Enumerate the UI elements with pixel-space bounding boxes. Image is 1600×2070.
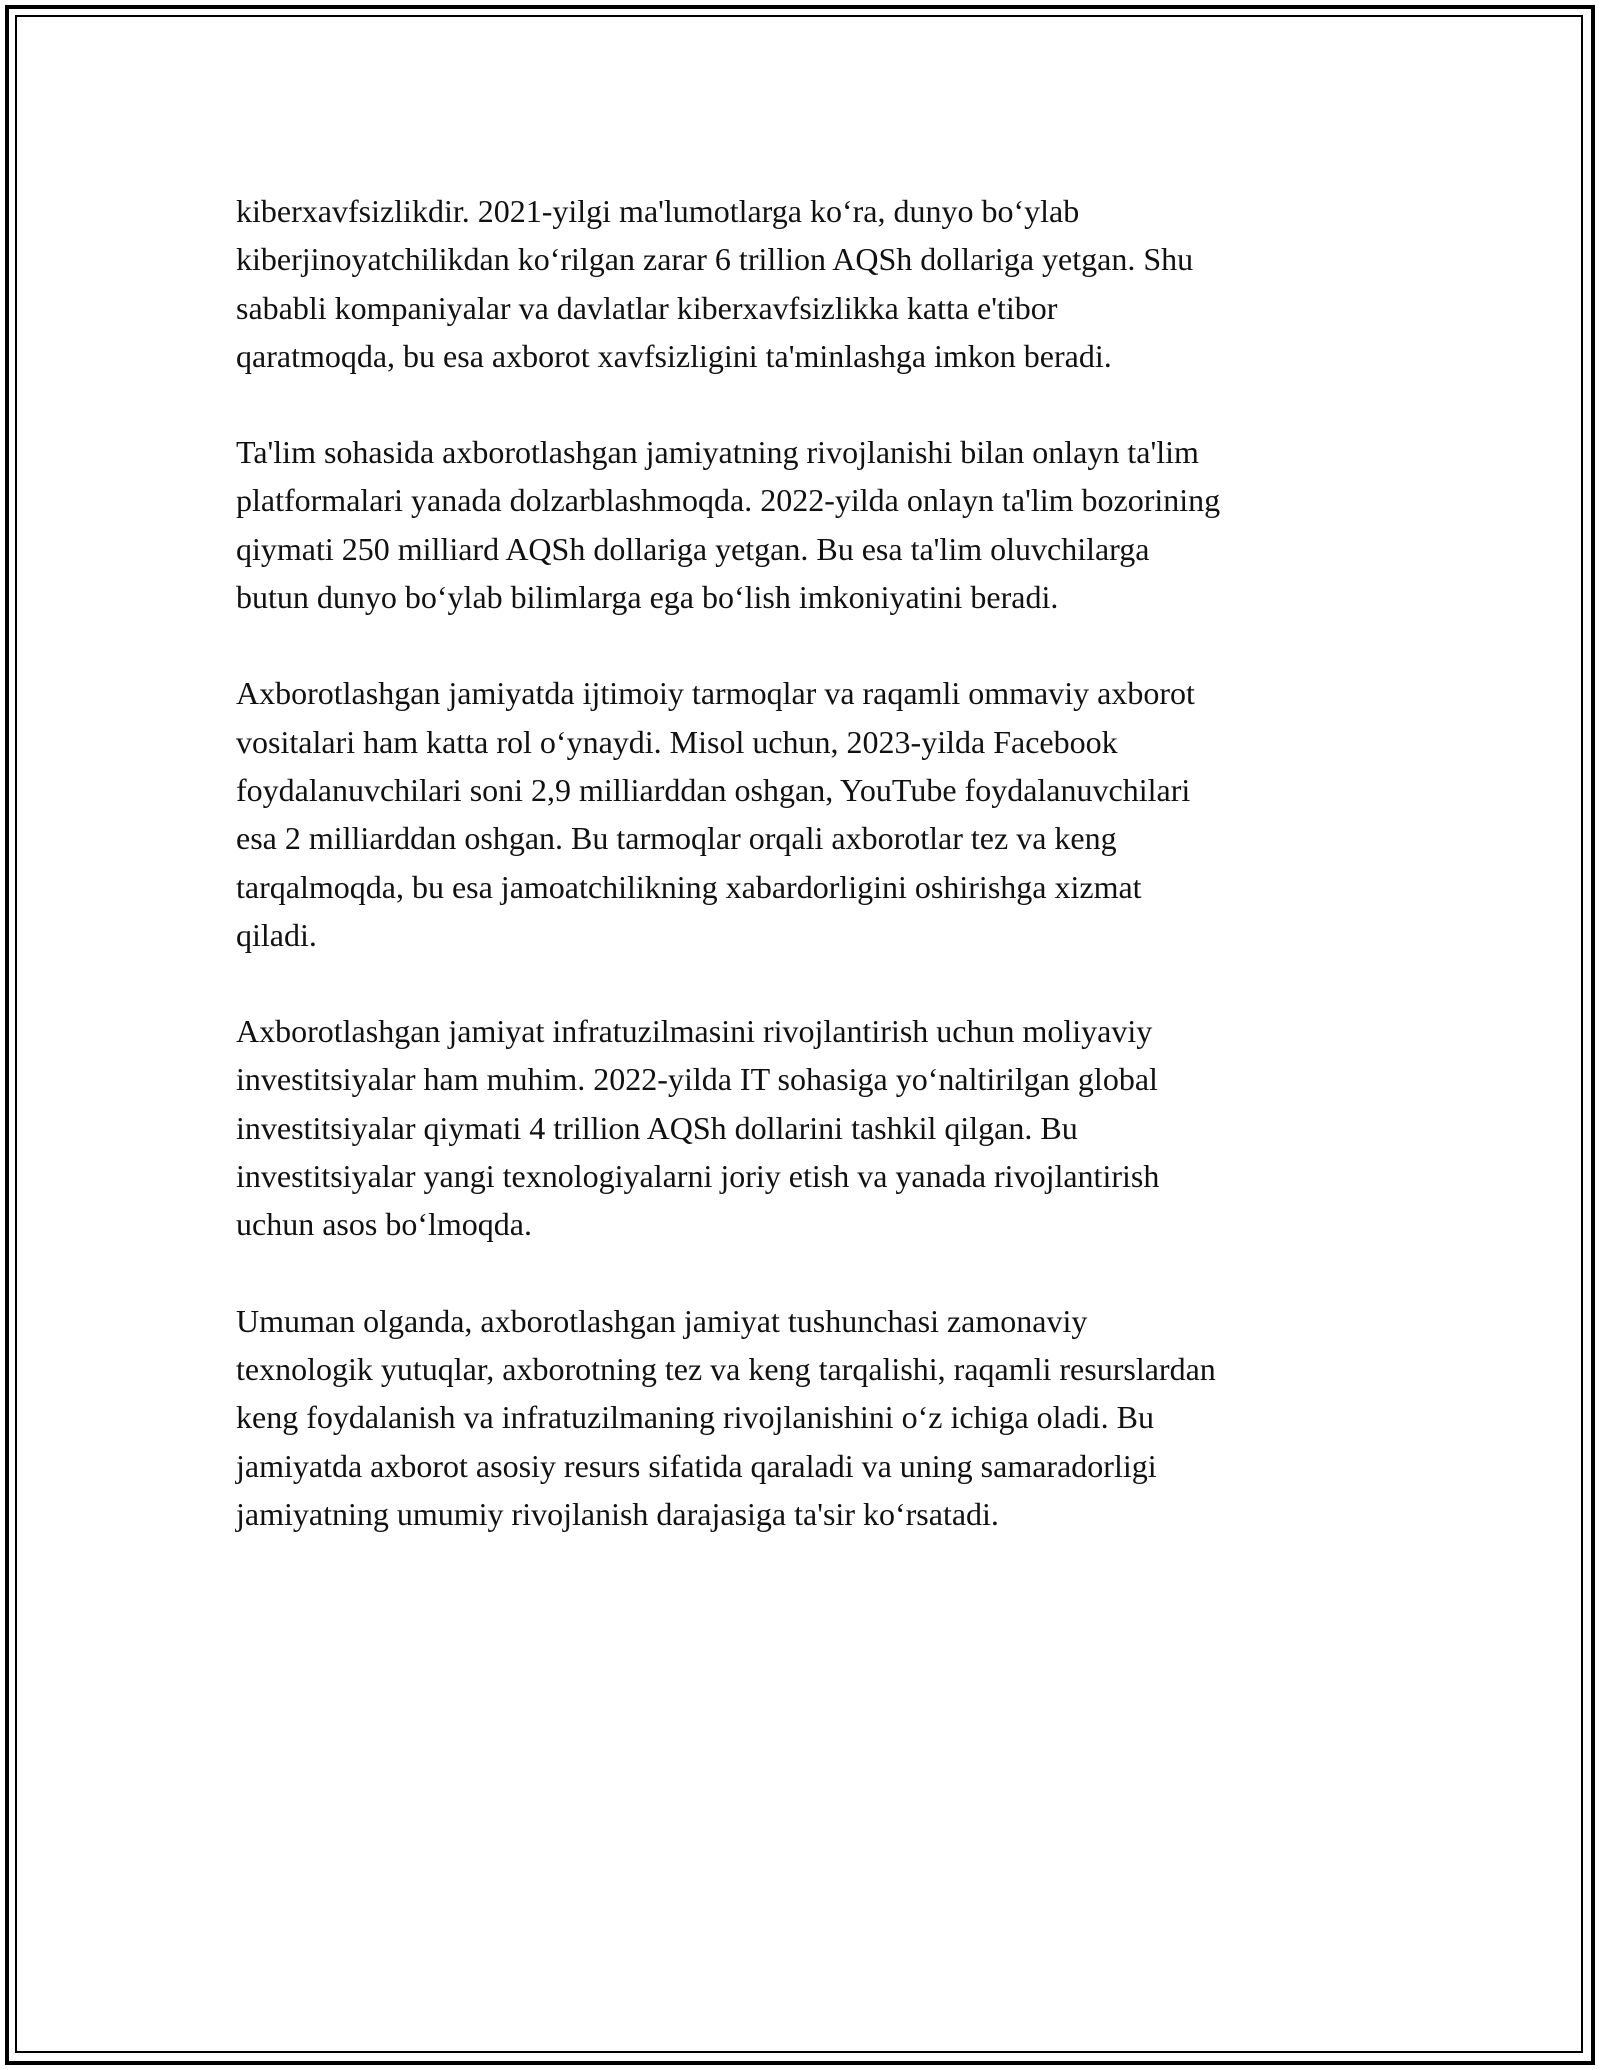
document-body bbox=[236, 187, 1366, 1586]
paragraph-investments: Axborotlashgan jamiyat infratuzilmasini rivojlantirish uchun moliyaviy investitsiyalar ham muhim. 2022-yilda IT sohasiga yo‘naltirilgan global investitsiyalar qiymati 4 trillion AQSh dollarini tashkil qilgan. Bu investitsiyalar yangi texnologiyalarni joriy etish va yanada rivojlantirish uchun asos bo‘lmoqda. bbox=[236, 1013, 1160, 1243]
paragraph-social-media: Axborotlashgan jamiyatda ijtimoiy tarmoqlar va raqamli ommaviy axborot vositalari ham katta rol o‘ynaydi. Misol uchun, 2023-yilda Facebook foydalanuvchilari soni 2,9 milliarddan oshgan, YouTube foydalanuvchilari esa 2 milliarddan oshgan. Bu tarmoqlar orqali axborotlar tez va keng tarqalmoqda, bu esa jamoatchilikning xabardorligini oshirishga xizmat qiladi. bbox=[236, 675, 1195, 953]
paragraph-online-education: Ta'lim sohasida axborotlashgan jamiyatning rivojlanishi bilan onlayn ta'lim platformalari yanada dolzarblashmoqda. 2022-yilda onlayn ta'lim bozorining qiymati 250 milliard AQSh dollariga yetgan. Bu esa ta'lim oluvchilarga butun dunyo bo‘ylab bilimlarga ega bo‘lish imkoniyatini beradi. bbox=[236, 434, 1221, 616]
paragraph-conclusion: Umuman olganda, axborotlashgan jamiyat tushunchasi zamonaviy texnologik yutuqlar, axborotning tez va keng tarqalishi, raqamli resurslardan keng foydalanish va infratuzilmaning rivojlanishini o‘z ichiga oladi. Bu jamiyatda axborot asosiy resurs sifatida qaraladi va uning samaradorligi jamiyatning umumiy rivojlanish darajasiga ta'sir ko‘rsatadi. bbox=[236, 1302, 1216, 1532]
paragraph-cybersecurity: kiberxavfsizlikdir. 2021-yilgi ma'lumotlarga ko‘ra, dunyo bo‘ylab kiberjinoyatchilikdan ko‘rilgan zarar 6 trillion AQSh dollariga yetgan. Shu sababli kompaniyalar va davlatlar kiberxavfsizlikka katta e'tibor qaratmoqda, bu esa axborot xavfsizligini ta'minlashga imkon beradi. bbox=[236, 193, 1194, 374]
